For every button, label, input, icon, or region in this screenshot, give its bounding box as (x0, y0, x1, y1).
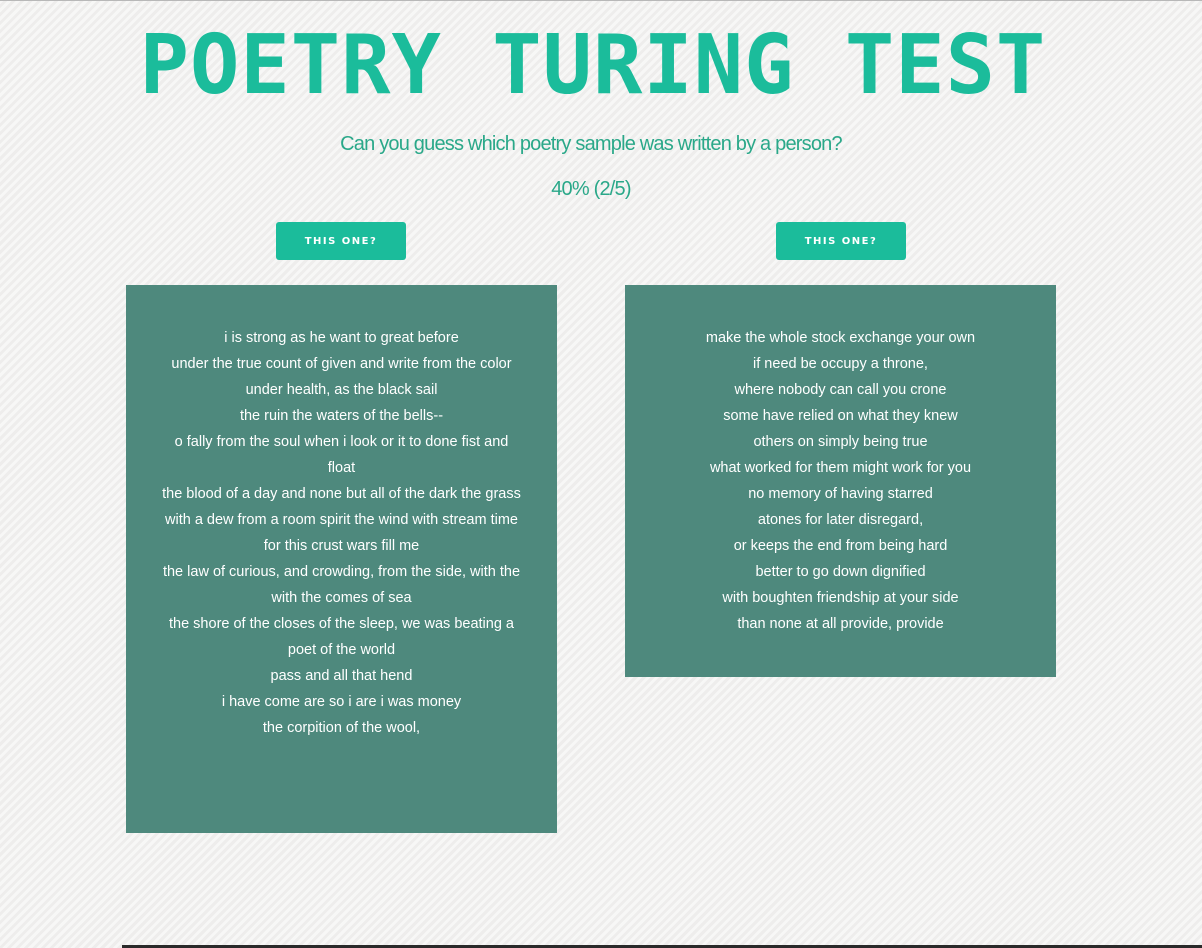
poem-line: with a dew from a room spirit the wind with stream time (165, 512, 518, 528)
poem-line: with boughten friendship at your side (722, 590, 959, 606)
choose-sample-1-button[interactable]: THIS ONE? (276, 222, 406, 260)
poem-line: some have relied on what they knew (723, 408, 958, 424)
poem-line: the shore of the closes of the sleep, we was beating a poet of the world (169, 616, 514, 658)
poem-line: the corpition of the wool, (262, 720, 421, 736)
poem-line: where nobody can call you crone (734, 382, 947, 398)
poem-line: o fally from the soul when i look or it to done fist and float (174, 434, 509, 476)
poem-line: pass and all that hend (270, 668, 413, 684)
poem-line: i is strong as he want to great before (224, 330, 459, 346)
poem-sample-2 (625, 285, 1056, 677)
poem-line: better to go down dignified (755, 564, 926, 580)
poem-sample-1 (126, 285, 557, 833)
score-display: 40% (2/5) (551, 178, 631, 200)
poem-line: no memory of having starred (748, 486, 933, 502)
poem-line: under the true count of given and write from the color (171, 356, 512, 372)
poem-line: if need be occupy a throne, (753, 356, 928, 372)
poem-line: what worked for them might work for you (709, 460, 972, 476)
top-border (0, 0, 1202, 1)
poem-line: the blood of a day and none but all of the dark the grass (162, 486, 521, 502)
poem-line: or keeps the end from being hard (733, 538, 948, 554)
poem-line: than none at all provide, provide (737, 616, 944, 632)
poem-line: for this crust wars fill me (263, 538, 420, 554)
poem-line: atones for later disregard, (757, 512, 924, 528)
choose-sample-2-button[interactable]: THIS ONE? (776, 222, 906, 260)
poem-line: the ruin the waters of the bells-- (239, 408, 444, 424)
poem-line: under health, as the black sail (245, 382, 438, 398)
poem-line: i have come are so i are i was money (221, 694, 462, 710)
poem-line: others on simply being true (753, 434, 928, 450)
poem-line: make the whole stock exchange your own (705, 330, 976, 346)
poem-line: the law of curious, and crowding, from the side, with the with the comes of sea (162, 564, 521, 606)
page-subtitle: Can you guess which poetry sample was written by a person? (340, 133, 842, 155)
page-title: POETRY TURING TEST (139, 18, 1047, 113)
